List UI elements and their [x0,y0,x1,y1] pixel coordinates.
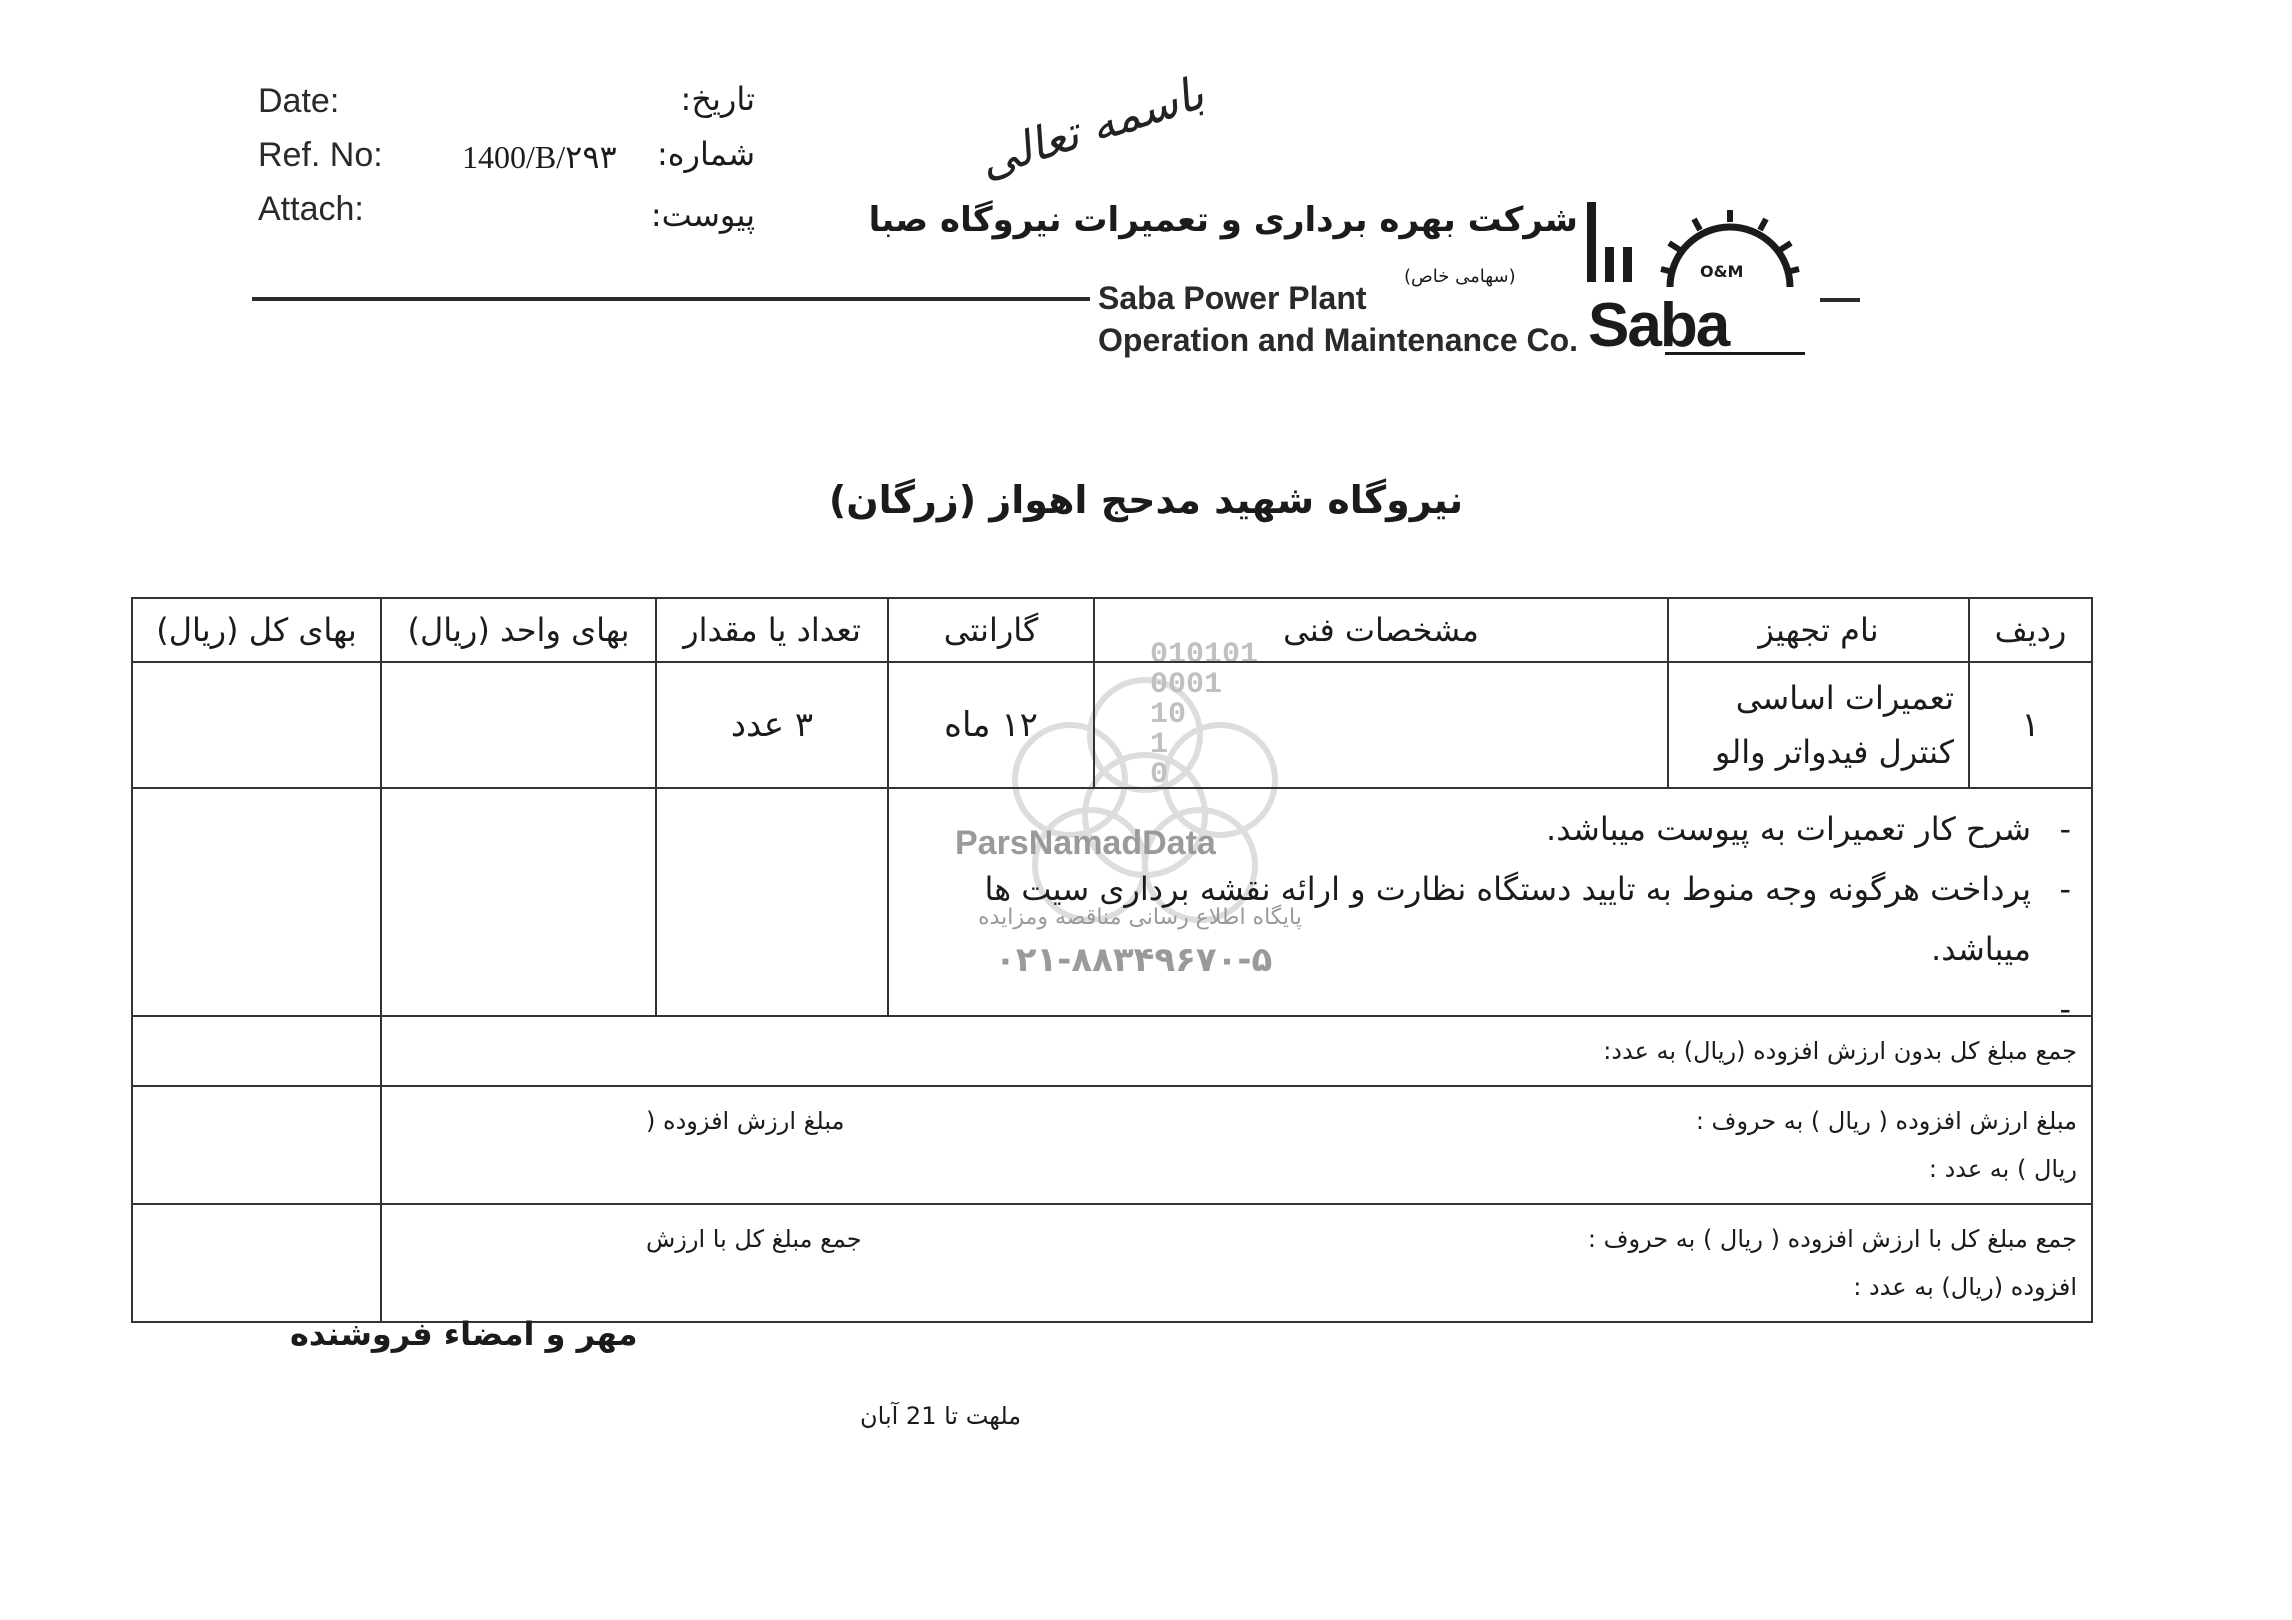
sum-without-vat-value [132,1016,381,1086]
calligraphy-heading: باسمه تعالی [972,65,1211,189]
unit-price-cell [381,662,656,788]
ref-label-fa: شماره: [656,135,755,173]
equipment-name [1668,662,1969,788]
header-unit-price: بهای واحد (ریال) [381,598,656,662]
header-rule [252,297,1090,301]
attach-label: Attach: [258,190,364,228]
header-total-price: بهای کل (ریال) [132,598,381,662]
header-warranty: گارانتی [888,598,1094,662]
specs-cell [1094,662,1668,792]
vat-value [132,1086,381,1204]
note-item: - شرح کار تعمیرات به پیوست میباشد. [909,799,2071,859]
header-specs: مشخصات فنی [1094,598,1668,662]
company-name-en-line2: Operation and Maintenance Co. [1098,322,1579,358]
row-index: ۱ [1969,662,2092,788]
sum-without-vat-label: جمع مبلغ کل بدون ارزش افزوده (ریال) به عدد: [381,1016,2092,1086]
note-item: - پرداخت هرگونه وجه منوط به تایید دستگاه نظارت و ارائه نقشه برداری سیت ها میباشد. [909,859,2071,979]
vat-number-tail: ریال ) به عدد : [1928,1155,2077,1183]
header-row-number: ردیف [1969,598,2092,662]
document-title: نیروگاه شهید مدحج اهواز (زرگان) [828,478,1464,522]
total-price-cell [132,662,381,788]
watermark-brand: ParsNamadData [955,824,1216,862]
watermark-binary-line: 0 [1150,758,1169,792]
logo-badge: O&M [1700,262,1744,281]
seller-stamp-label: مهر و امضاء فروشنده [290,1315,638,1353]
sum-row [132,1016,2092,1086]
date-label-fa: تاریخ: [680,80,755,118]
notes-cell [888,788,2092,1016]
watermark-binary-line: 010101 [1150,638,1259,672]
sum-with-vat-words-label: جمع مبلغ کل با ارزش افزوده ( ریال ) به حروف : [1587,1225,2077,1253]
table-row [132,662,2092,788]
header-rule-right [1820,298,1860,302]
notes-quantity-cell [656,788,888,1016]
vat-words-label: مبلغ ارزش افزوده ( ریال ) به حروف : [1695,1107,2077,1135]
watermark-subtitle: پایگاه اطلاع رسانی مناقصه ومزایده [978,905,1302,930]
notes-unit-price-cell [381,788,656,1016]
ref-label: Ref. No: [258,136,383,174]
equipment-name-line1: تعمیرات اساسی [1735,679,1954,717]
sum-with-vat-cell [381,1204,2092,1322]
date-label: Date: [258,82,340,120]
watermark-binary-line: 1 [1150,728,1169,762]
sum-with-vat-row [132,1204,2092,1322]
vat-row [132,1086,2092,1204]
company-name-fa: شرکت بهره برداری و تعمیرات نیروگاه صبا [868,200,1578,240]
header-equipment: نام تجهیز [1668,598,1969,662]
table-header-row [132,598,2092,662]
sum-with-vat-number-tail: افزوده (ریال) به عدد : [1853,1273,2077,1301]
watermark-phone: ۰۲۱-۸۸۳۴۹۶۷۰-۵ [995,940,1273,980]
ref-number: 1400/B/۲۹۳ [462,139,617,175]
company-name-en-line1: Saba Power Plant [1098,280,1367,316]
watermark-binary-line: 0001 [1150,668,1223,702]
attach-label-fa: پیوست: [650,196,755,234]
warranty-value: ۱۲ ماه [888,662,1094,788]
equipment-name-line2: کنترل فیدواتر والو [1714,733,1954,771]
sum-with-vat-value [132,1204,381,1322]
watermark-binary-line: 10 [1150,698,1187,732]
deadline-note: ملهت تا 21 آبان [860,1402,1022,1430]
quantity-value: ۳ عدد [656,662,888,788]
notes-total-cell [132,788,381,1016]
notes-row [132,788,2092,1016]
header-quantity: تعداد یا مقدار [656,598,888,662]
company-type-fa: (سهامی خاص) [1404,266,1516,287]
logo-wordmark: Saba [1588,291,1729,360]
vat-number-label: مبلغ ارزش افزوده ( [646,1107,845,1135]
vat-cell [381,1086,2092,1204]
sum-with-vat-number-label: جمع مبلغ کل با ارزش [646,1225,862,1253]
